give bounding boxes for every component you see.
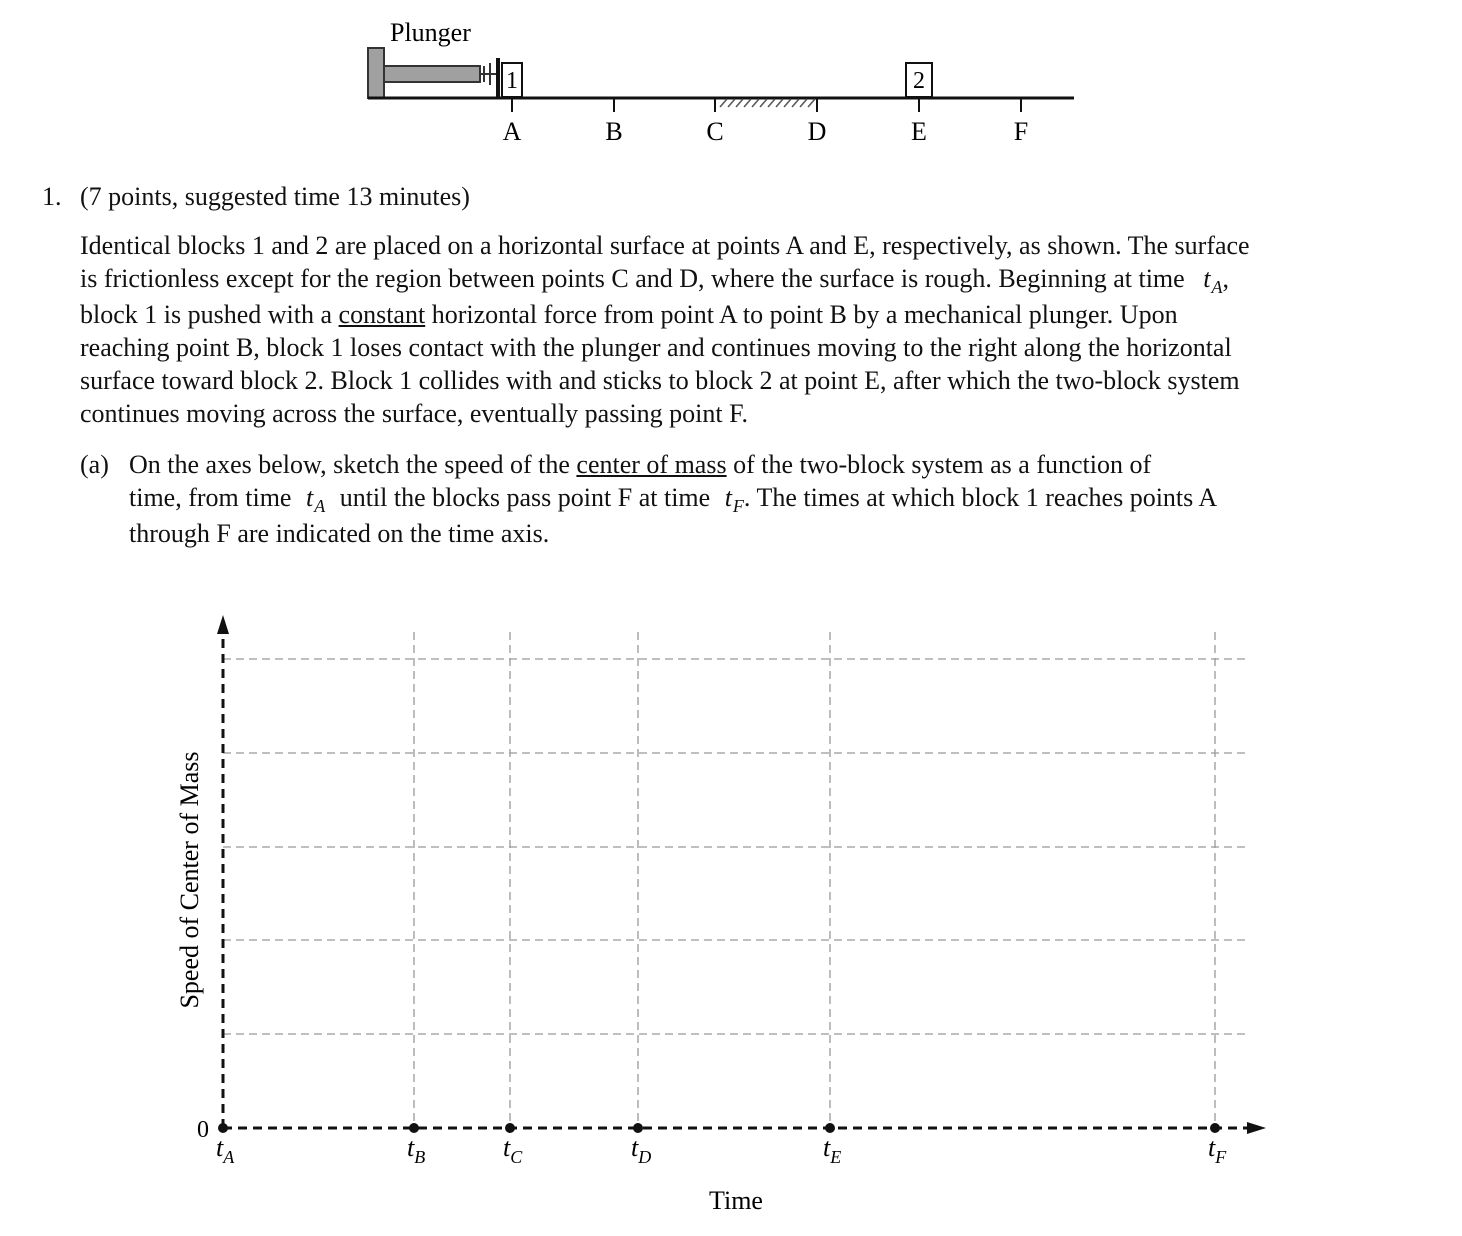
paragraph-line-1: Identical blocks 1 and 2 are placed on a horizontal surface at points A and E, respectively, as shown. The surface	[80, 231, 1250, 260]
paragraph-line-3a: block 1 is pushed with a	[80, 300, 333, 329]
paragraph-line-6: continues moving across the surface, eventually passing point F.	[80, 399, 749, 428]
time-tick-marker	[1210, 1123, 1220, 1133]
time-tick-marker	[218, 1123, 228, 1133]
part-a-line-2	[129, 481, 1449, 517]
time-ticks	[216, 1123, 1227, 1167]
time-tick-label: $t_A$	[216, 1133, 235, 1167]
time-var-ta: $t_A$	[1203, 264, 1223, 297]
y-axis-arrow-icon	[217, 615, 229, 634]
y-axis-label: Speed of Center of Mass	[175, 751, 204, 1009]
paragraph-line-2	[80, 262, 1450, 298]
underlined-constant: constant	[338, 300, 426, 329]
y-zero-label: 0	[197, 1117, 209, 1143]
paragraph-line-4: reaching point B, block 1 loses contact with the plunger and continues moving to the right along the horizontal	[80, 333, 1232, 362]
plunger-rod	[384, 66, 480, 82]
point-label-f: F	[1013, 117, 1029, 146]
x-axis-label: Time	[709, 1186, 763, 1215]
part-a-line-2c: . The times at which block 1 reaches points A	[743, 483, 1218, 512]
point-label-a: A	[502, 117, 522, 146]
time-tick-label: $t_E$	[823, 1133, 842, 1167]
rough-region	[720, 99, 815, 107]
block-2-label: 2	[913, 68, 925, 94]
time-tick-marker	[505, 1123, 515, 1133]
time-tick-label: $t_C$	[503, 1133, 523, 1167]
grid-horizontal	[223, 659, 1250, 1034]
underlined-center-of-mass: center of mass	[576, 450, 727, 479]
time-tick-label: $t_F$	[1208, 1133, 1227, 1167]
part-a-line-1a: On the axes below, sketch the speed of the	[129, 450, 570, 479]
paragraph-line-3	[80, 298, 1450, 331]
paragraph-line-5: surface toward block 2. Block 1 collides with and sticks to block 2 at point E, after which the two-block system	[80, 366, 1240, 395]
grid-vertical	[414, 632, 1215, 1128]
point-label-c: C	[706, 117, 724, 146]
part-a-line-3: through F are indicated on the time axis.	[129, 519, 550, 548]
plunger-base	[368, 48, 384, 98]
point-label-b: B	[605, 117, 623, 146]
x-axis-arrow-icon	[1247, 1122, 1266, 1134]
part-a-line-1b: of the two-block system as a function of	[733, 450, 1152, 479]
part-a-time-ta: $t_A$	[305, 483, 326, 516]
question-number: 1.	[42, 182, 62, 211]
paragraph-line-2-text: is frictionless except for the region between points C and D, where the surface is rough. Beginning at time	[80, 264, 1185, 293]
part-a-text	[129, 448, 1449, 550]
part-a-line-2b: until the blocks pass point F at time	[339, 483, 711, 512]
time-tick-marker	[825, 1123, 835, 1133]
part-a-line-1	[129, 448, 1449, 481]
part-a-time-tf: $t_F$	[724, 483, 744, 516]
question-paragraph	[80, 229, 1450, 430]
time-tick-label: $t_B$	[407, 1133, 426, 1167]
comma: ,	[1222, 264, 1229, 293]
part-a-label: (a)	[80, 450, 109, 479]
plunger-label: Plunger	[390, 18, 471, 47]
point-label-d: D	[807, 117, 827, 146]
part-a-line-2a: time, from time	[129, 483, 292, 512]
time-tick-marker	[633, 1123, 643, 1133]
block-diagram	[0, 0, 1462, 160]
speed-time-chart	[0, 600, 1462, 1236]
time-tick-label: $t_D$	[631, 1133, 652, 1167]
point-label-e: E	[911, 117, 927, 146]
block-1-label: 1	[506, 68, 518, 94]
paragraph-line-3b: horizontal force from point A to point B by a mechanical plunger. Upon	[431, 300, 1178, 329]
time-tick-marker	[409, 1123, 419, 1133]
question-header: (7 points, suggested time 13 minutes)	[80, 182, 470, 211]
